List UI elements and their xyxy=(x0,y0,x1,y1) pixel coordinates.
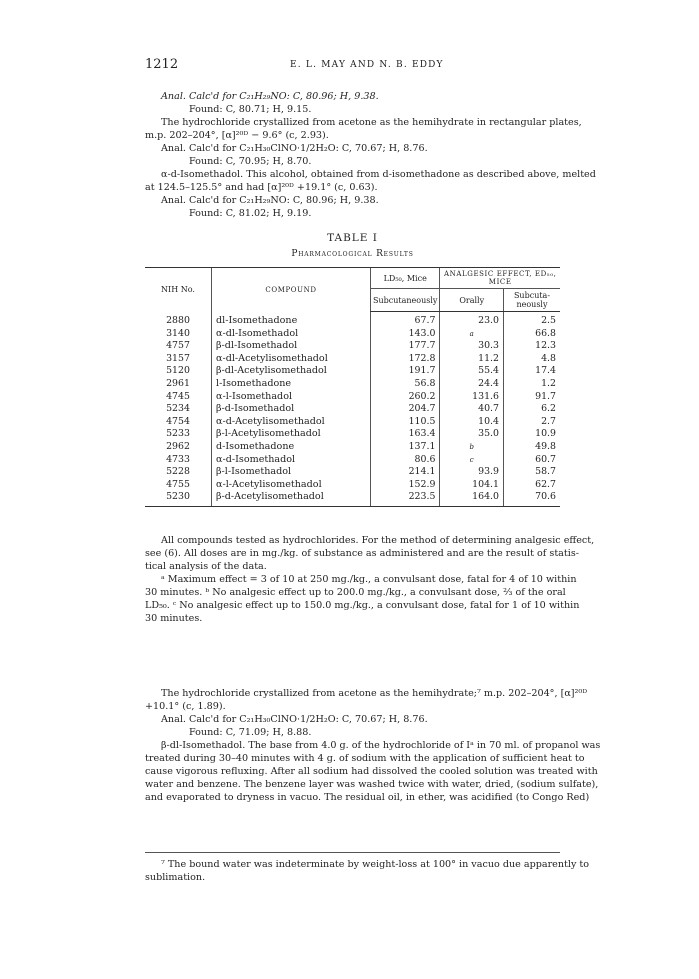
table-row xyxy=(145,403,560,416)
subcutaneous-ed50-cell: 17.4 xyxy=(504,365,561,378)
table-row xyxy=(145,365,560,378)
note-line: All compounds tested as hydrochlorides. For the method of determining analgesic effect, xyxy=(161,535,595,546)
compound-cell: β-dl-Isomethadol xyxy=(212,340,371,353)
table-row xyxy=(145,479,560,492)
text-line: The hydrochloride crystallized from acetone as the hemihydrate in rectangular plates, xyxy=(161,117,582,128)
ld50-cell: 177.7 xyxy=(371,340,440,353)
ld50-cell: 214.1 xyxy=(371,466,440,479)
ld50-cell: 172.8 xyxy=(371,353,440,366)
subcutaneous-ed50-cell: 49.8 xyxy=(504,441,561,454)
nih-number-cell: 5230 xyxy=(145,491,212,506)
table-title: TABLE I xyxy=(327,232,378,244)
text-line: Anal. Calc'd for C₂₁H₂₉NO: C, 80.96; H, 9.38. xyxy=(161,91,379,102)
compound-cell: α-d-Isomethadol xyxy=(212,454,371,467)
ld50-cell: 223.5 xyxy=(371,491,440,506)
page-header xyxy=(145,57,685,73)
table-row xyxy=(145,416,560,429)
nih-number-cell: 4755 xyxy=(166,478,190,490)
ld50-cell: 110.5 xyxy=(371,416,440,429)
text-line: β-dl-Isomethadol. The base from 4.0 g. of the hydrochloride of Iᵃ in 70 ml. of propanol was xyxy=(161,740,601,751)
text-line: at 124.5–125.5° and had [α]²⁰ᴰ +19.1° (c, 0.63). xyxy=(145,182,378,193)
text-line: m.p. 202–204°, [α]²⁰ᴰ − 9.6° (c, 2.93). xyxy=(145,130,329,141)
table-row xyxy=(145,378,560,391)
header-ld50-group: LD₅₀, Mice xyxy=(371,268,440,289)
pharmacological-results-table xyxy=(145,267,560,507)
nih-number-cell: 4757 xyxy=(166,340,190,352)
table-row xyxy=(145,441,560,454)
note-line: ᵃ Maximum effect = 3 of 10 at 250 mg./kg., a convulsant dose, fatal for 4 of 10 within xyxy=(161,574,577,585)
nih-number-cell: 2962 xyxy=(166,440,190,452)
oral-ed50-cell: 131.6 xyxy=(440,391,504,404)
nih-number-cell: 2961 xyxy=(166,377,190,389)
table-notes xyxy=(145,534,595,625)
compound-cell: α-dl-Acetylisomethadol xyxy=(212,353,371,366)
oral-ed50-cell: 10.4 xyxy=(440,416,504,429)
text-line: The hydrochloride crystallized from acetone as the hemihydrate;⁷ m.p. 202–204°, [α]²⁰ᴰ xyxy=(161,688,588,699)
note-line: 30 minutes. ᵇ No analgesic effect up to 200.0 mg./kg., a convulsant dose, ⅔ of the oral xyxy=(145,587,566,598)
ld50-cell: 143.0 xyxy=(371,328,440,341)
text-line: and evaporated to dryness in vacuo. The residual oil, in ether, was acidified (to Congo Red) xyxy=(145,792,590,803)
text-line: Anal. Calc'd for C₂₁H₃₀ClNO·1/2H₂O: C, 70.67; H, 8.76. xyxy=(161,143,428,154)
oral-ed50-cell: 30.3 xyxy=(440,340,504,353)
running-head: E. L. MAY AND N. B. EDDY xyxy=(290,60,444,70)
compound-cell: d-Isomethadone xyxy=(212,441,371,454)
subcutaneous-ed50-cell: 58.7 xyxy=(504,466,561,479)
oral-ed50-cell: 11.2 xyxy=(440,353,504,366)
subcutaneous-ed50-cell: 1.2 xyxy=(504,378,561,391)
subcutaneous-ed50-cell: 2.7 xyxy=(504,416,561,429)
nih-number-cell: 5233 xyxy=(166,428,190,440)
table-row xyxy=(145,312,560,328)
note-line: LD₅₀. ᶜ No analgesic effect up to 150.0 mg./kg., a convulsant dose, fatal for 1 of 10 within xyxy=(145,600,580,611)
page-number: 1212 xyxy=(145,57,179,72)
subcutaneous-ed50-cell: 6.2 xyxy=(504,403,561,416)
nih-number-cell: 5234 xyxy=(166,403,190,415)
nih-number-cell: 2880 xyxy=(166,314,190,326)
header-orally: Orally xyxy=(440,289,504,312)
subcutaneous-ed50-cell: 4.8 xyxy=(504,353,561,366)
oral-ed50-cell: a xyxy=(440,328,504,341)
subcutaneous-ed50-cell: 2.5 xyxy=(504,312,561,328)
header-subcutaneously: Subcutaneously xyxy=(371,289,440,312)
nih-number-cell: 4745 xyxy=(166,390,190,402)
oral-ed50-cell: 93.9 xyxy=(440,466,504,479)
oral-ed50-cell: 104.1 xyxy=(440,479,504,492)
table-row xyxy=(145,391,560,404)
ld50-cell: 163.4 xyxy=(371,428,440,441)
ld50-cell: 191.7 xyxy=(371,365,440,378)
oral-ed50-cell: 164.0 xyxy=(440,491,504,506)
compound-cell: β-d-Acetylisomethadol xyxy=(212,491,371,506)
text-line: Found: C, 71.09; H, 8.88. xyxy=(189,727,312,738)
footnote-line: sublimation. xyxy=(145,872,206,883)
subcutaneous-ed50-cell: 91.7 xyxy=(504,391,561,404)
oral-ed50-cell: 35.0 xyxy=(440,428,504,441)
text-line: water and benzene. The benzene layer was washed twice with water, dried, (sodium sulfate), xyxy=(145,779,599,790)
header-analgesic-group: ANALGESIC EFFECT, ED₅₀, MICE xyxy=(440,268,560,289)
nih-number-cell: 4733 xyxy=(166,453,190,465)
oral-ed50-cell: c xyxy=(440,454,504,467)
nih-number-cell: 3157 xyxy=(166,352,190,364)
compound-cell: α-l-Acetylisomethadol xyxy=(212,479,371,492)
subcutaneous-ed50-cell: 12.3 xyxy=(504,340,561,353)
table-row xyxy=(145,466,560,479)
text-line: Found: C, 80.71; H, 9.15. xyxy=(189,104,312,115)
nih-number-cell: 5120 xyxy=(166,365,190,377)
table-subtitle: Pharmacological Results xyxy=(291,249,414,259)
compound-cell: dl-Isomethadone xyxy=(212,312,371,328)
nih-number-cell: 5228 xyxy=(166,466,190,478)
header-nih-no: NIH No. xyxy=(145,268,212,312)
analysis-text-bottom xyxy=(145,687,601,804)
ld50-cell: 67.7 xyxy=(371,312,440,328)
footnote-line: ⁷ The bound water was indeterminate by weight-loss at 100° in vacuo due apparently to xyxy=(161,859,590,870)
table-row xyxy=(145,328,560,341)
table-row xyxy=(145,454,560,467)
oral-ed50-cell: b xyxy=(440,441,504,454)
header-compound: COMPOUND xyxy=(212,268,371,312)
text-line: cause vigorous refluxing. After all sodium had dissolved the cooled solution was treated with xyxy=(145,766,598,777)
compound-cell: β-l-Isomethadol xyxy=(212,466,371,479)
ld50-cell: 56.8 xyxy=(371,378,440,391)
header-subcutaneously-2: Subcuta-neously xyxy=(504,289,561,312)
ld50-cell: 260.2 xyxy=(371,391,440,404)
text-line: +10.1° (c, 1.89). xyxy=(145,701,226,712)
compound-cell: α-dl-Isomethadol xyxy=(212,328,371,341)
text-line: Found: C, 70.95; H, 8.70. xyxy=(189,156,312,167)
compound-cell: β-d-Isomethadol xyxy=(212,403,371,416)
note-line: tical analysis of the data. xyxy=(145,561,267,572)
compound-cell: α-d-Acetylisomethadol xyxy=(212,416,371,429)
oral-ed50-cell: 24.4 xyxy=(440,378,504,391)
text-line: Anal. Calc'd for C₂₁H₃₀ClNO·1/2H₂O: C, 70.67; H, 8.76. xyxy=(161,714,428,725)
compound-cell: β-dl-Acetylisomethadol xyxy=(212,365,371,378)
table-row xyxy=(145,353,560,366)
note-line: see (6). All doses are in mg./kg. of substance as administered and are the result of statis- xyxy=(145,548,579,559)
text-line: α-d-Isomethadol. This alcohol, obtained from d-isomethadone as described above, melted xyxy=(161,169,596,180)
oral-ed50-cell: 40.7 xyxy=(440,403,504,416)
subcutaneous-ed50-cell: 62.7 xyxy=(504,479,561,492)
subcutaneous-ed50-cell: 70.6 xyxy=(504,491,561,506)
ld50-cell: 80.6 xyxy=(371,454,440,467)
nih-number-cell: 3140 xyxy=(166,327,190,339)
text-line: Found: C, 81.02; H, 9.19. xyxy=(189,208,312,219)
note-line: 30 minutes. xyxy=(145,613,203,624)
text-line: treated during 30–40 minutes with 4 g. of sodium with the application of sufficient heat to xyxy=(145,753,585,764)
footnote xyxy=(145,858,590,884)
oral-ed50-cell: 23.0 xyxy=(440,312,504,328)
ld50-cell: 137.1 xyxy=(371,441,440,454)
footnote-divider xyxy=(145,852,560,853)
table-row xyxy=(145,340,560,353)
text-line: Anal. Calc'd for C₂₁H₂₉NO: C, 80.96; H, 9.38. xyxy=(161,195,379,206)
table-body xyxy=(145,312,560,507)
subcutaneous-ed50-cell: 10.9 xyxy=(504,428,561,441)
compound-cell: α-l-Isomethadol xyxy=(212,391,371,404)
analysis-text-top xyxy=(145,90,596,220)
table-row xyxy=(145,428,560,441)
table-row xyxy=(145,491,560,506)
subcutaneous-ed50-cell: 60.7 xyxy=(504,454,561,467)
ld50-cell: 204.7 xyxy=(371,403,440,416)
compound-cell: l-Isomethadone xyxy=(212,378,371,391)
ld50-cell: 152.9 xyxy=(371,479,440,492)
oral-ed50-cell: 55.4 xyxy=(440,365,504,378)
compound-cell: β-l-Acetylisomethadol xyxy=(212,428,371,441)
nih-number-cell: 4754 xyxy=(166,415,190,427)
subcutaneous-ed50-cell: 66.8 xyxy=(504,328,561,341)
